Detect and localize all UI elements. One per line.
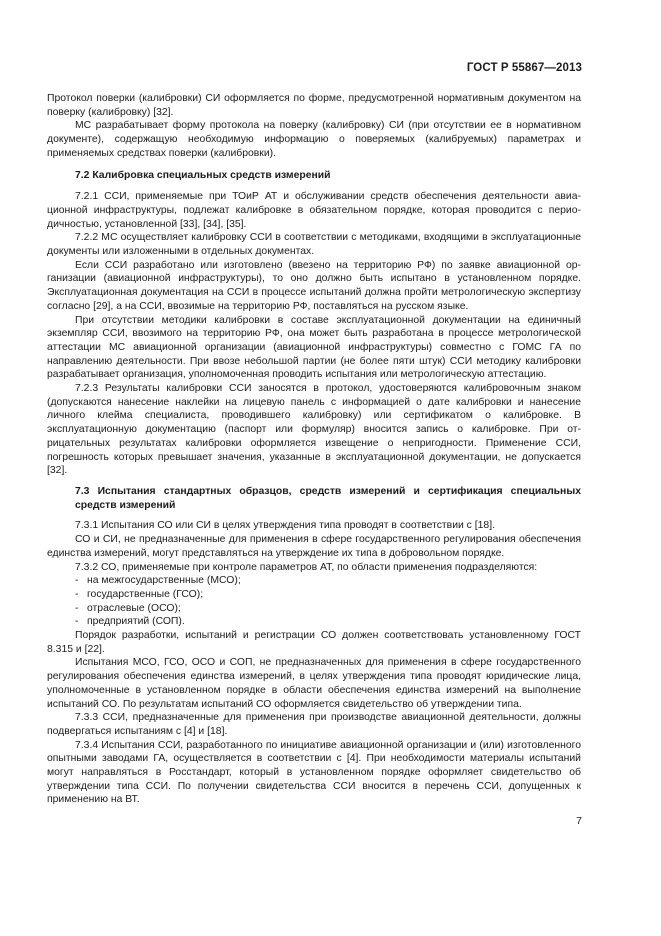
paragraph: При отсутствии методики калибровки в составе эксплуатационной документации на единичный экземпляр ССИ, ввозимого на территорию РФ, она может быть разработана в процессе метрологической аттестации МС авиационной организации (авиационной инфраструктуры) совместно с ГОМС ГА по направлению деятельности. При ввозе небольшой партии (не более пяти штук) ССИ методику калибровки разрабатывает организация, уполномоченная проводить испытания или метрологическую аттестацию. bbox=[47, 314, 581, 381]
list-item: - отраслевые (ОСО); bbox=[75, 602, 181, 614]
paragraph: СО и СИ, не предназначенные для применения в сфере государственного регулирования обеспечения единства измерений, могут представляться на утверждение их типа в добровольном порядке. bbox=[47, 534, 581, 559]
list-item: - на межгосударственные (МСО); bbox=[75, 575, 241, 587]
paragraph: 7.3.4 Испытания ССИ, разработанного по инициативе авиационной организации и (или) изготовленного опытными заводами ГА, осуществляется в соответствии с [4]. При необходимости материалы испытаний могут направляться в Росстандарт, который в установленном порядке оформляет свидетельство об утверждении типа ССИ. По получении свидетельства ССИ вносится в перечень ССИ, допущенных к применению на ВТ. bbox=[47, 739, 581, 806]
list-item: - государственные (ГСО); bbox=[75, 588, 204, 600]
section-heading-7-2: 7.2 Калибровка специальных средств измерений bbox=[75, 169, 331, 181]
paragraph: 7.3.1 Испытания СО или СИ в целях утверждения типа проводят в соответствии с [18]. bbox=[75, 520, 495, 532]
list-item: - предприятий (СОП). bbox=[75, 616, 185, 628]
page-number: 7 bbox=[576, 815, 582, 827]
paragraph: Порядок разработки, испытаний и регистрации СО должен соответствовать установленному ГОСТ 8.315 и [22]. bbox=[47, 630, 581, 655]
paragraph: Испытания МСО, ГСО, ОСО и СОП, не предназначенных для применения в сфере государственного регулирования обеспечения единства измерений, в целях утверждения типа проводят юридические лица, уполномоченные в установленном порядке в области обеспечения единства измерений на выполнение испытаний СО. По результатам испытаний СО оформляется свидетельство об утверждении типа. bbox=[47, 657, 581, 710]
standard-code: ГОСТ Р 55867—2013 bbox=[466, 62, 582, 74]
dash-bullet: - bbox=[75, 602, 79, 614]
paragraph: 7.2.2 МС осуществляет калибровку ССИ в соответствии с методиками, входящими в эксплуатационные документы или изложенными в отдельных документах. bbox=[47, 232, 581, 258]
paragraph: Если ССИ разработано или изготовлено (ввезено на территорию РФ) по заявке авиационной организации (авиационной инфраструктуры), то оно должно быть испытано в установленном порядке. Эксплуатационная документация на ССИ в процессе испытаний должна пройти метрологическую экспертизу согласно [29], а на ССИ, ввозимые на территорию РФ, поставляться на русском языке. bbox=[47, 259, 581, 312]
paragraph: 7.3.3 ССИ, предназначенные для применения при производстве авиационной деятельности, должны подвергаться испытаниям с [4] и [18]. bbox=[47, 712, 581, 737]
paragraph: 7.3.2 СО, применяемые при контроле параметров АТ, по области применения подразделяются: bbox=[75, 561, 538, 573]
classification-list bbox=[47, 574, 581, 629]
dash-bullet: - bbox=[75, 588, 79, 600]
paragraph: МС разрабатывает форму протокола на поверку (калибровку) СИ (при отсутствии ее в нормативном документе), содержащую необходимую информацию о поверяемых (калибруемых) параметрах и применяемых средствах поверки (калибровки). bbox=[47, 120, 581, 159]
dash-bullet: - bbox=[75, 616, 79, 628]
dash-bullet: - bbox=[75, 575, 79, 587]
paragraph: 7.2.3 Результаты калибровки ССИ заносятся в протокол, удостоверяются калибровочным знаком (допускаются нанесение наклейки на лицевую панель с информацией о дате калибровки и нанесение личного клейма специалиста, проводившего калибровку) или сертификатом о калибровке. В эксплуатационную документацию (паспорт или формуляр) вносится запись о калибровке. При отрицательных результатах калибровки оформляется извещение о непригодности. Применение ССИ, погрешность которых превышает значения, указанные в эксплуатационной документации, не допускается [32]. bbox=[47, 383, 581, 477]
page-body bbox=[47, 92, 581, 807]
paragraph: Протокол поверки (калибровки) СИ оформляется по форме, предусмотренной нормативным документом на поверку (калибровку) [32]. bbox=[47, 93, 581, 118]
section-heading-7-3: 7.3 Испытания стандартных образцов, средств измерений и сертификация специальных средств измерений bbox=[75, 485, 581, 511]
paragraph: 7.2.1 ССИ, применяемые при ТОиР АТ и обслуживании средств обеспечения деятельности авиационной инфраструктуры, подлежат калибровке в обязательном порядке, которая проводится с периодичностью, установленной [33], [34], [35]. bbox=[47, 191, 581, 230]
